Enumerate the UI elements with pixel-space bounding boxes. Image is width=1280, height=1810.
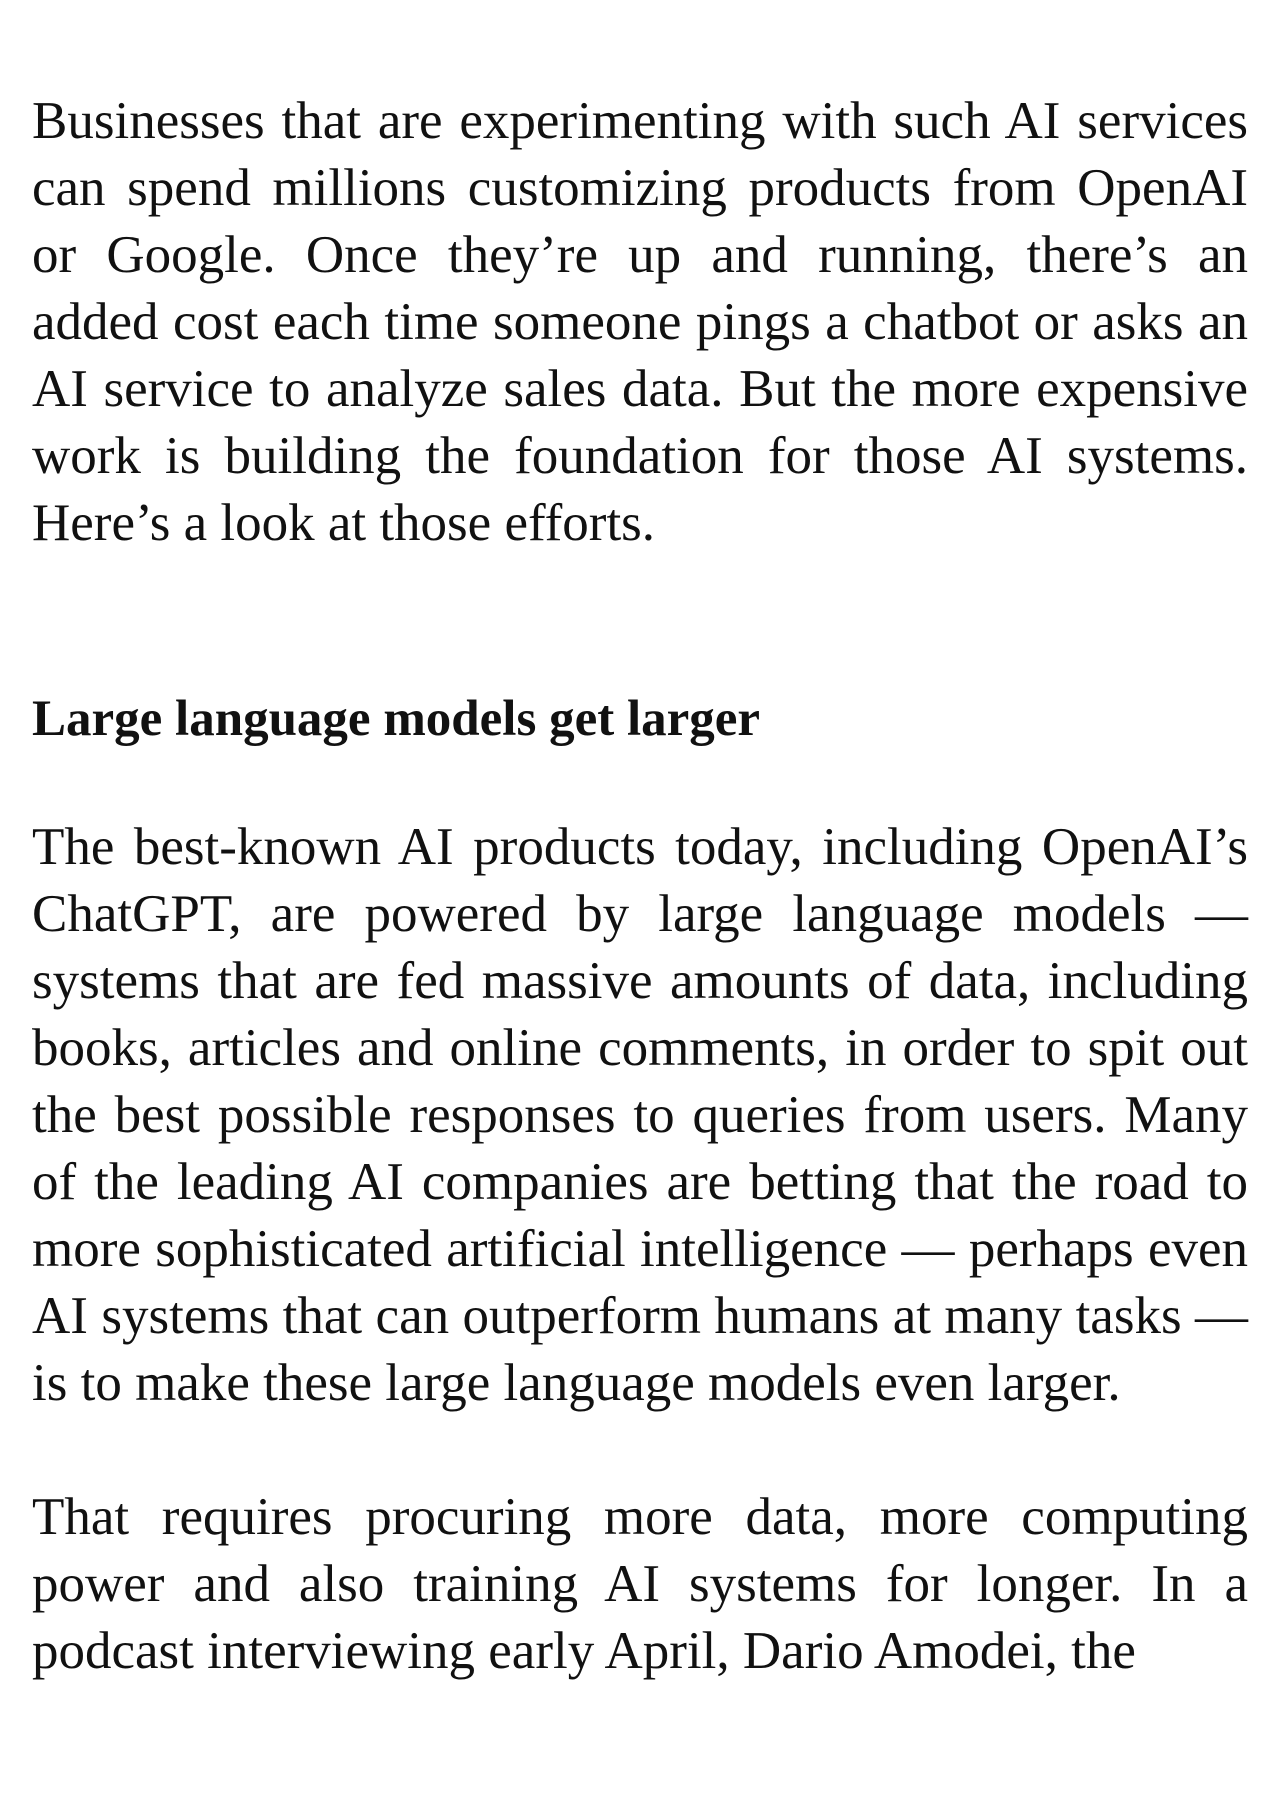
section-heading: Large language models get larger [32,691,761,747]
body-paragraph: The best-known AI products today, including OpenAI’s ChatGPT, are powered by large language models — systems that are fed massive amounts of data, including books, articles and online comments, in order to spit out the best possible responses to queries from users. Many of the leading AI companies are betting that the road to more sophisticated artificial intelligence — perhaps even AI systems that can outperform humans at many tasks — is to make these large language models even larger. [32,818,1248,1412]
body-paragraph: That requires procuring more data, more computing power and also training AI systems for longer. In a podcast interviewing early April, Dario Amodei, the [32,1488,1248,1680]
body-paragraph: Businesses that are experimenting with such AI services can spend millions customizing products from OpenAI or Google. Once they’re up and running, there’s an added cost each time someone pings a chatbot or asks an AI service to analyze sales data. But the more expensive work is building the foundation for those AI systems. Here’s a look at those efforts. [32,92,1248,552]
document-page [32,88,1248,1685]
